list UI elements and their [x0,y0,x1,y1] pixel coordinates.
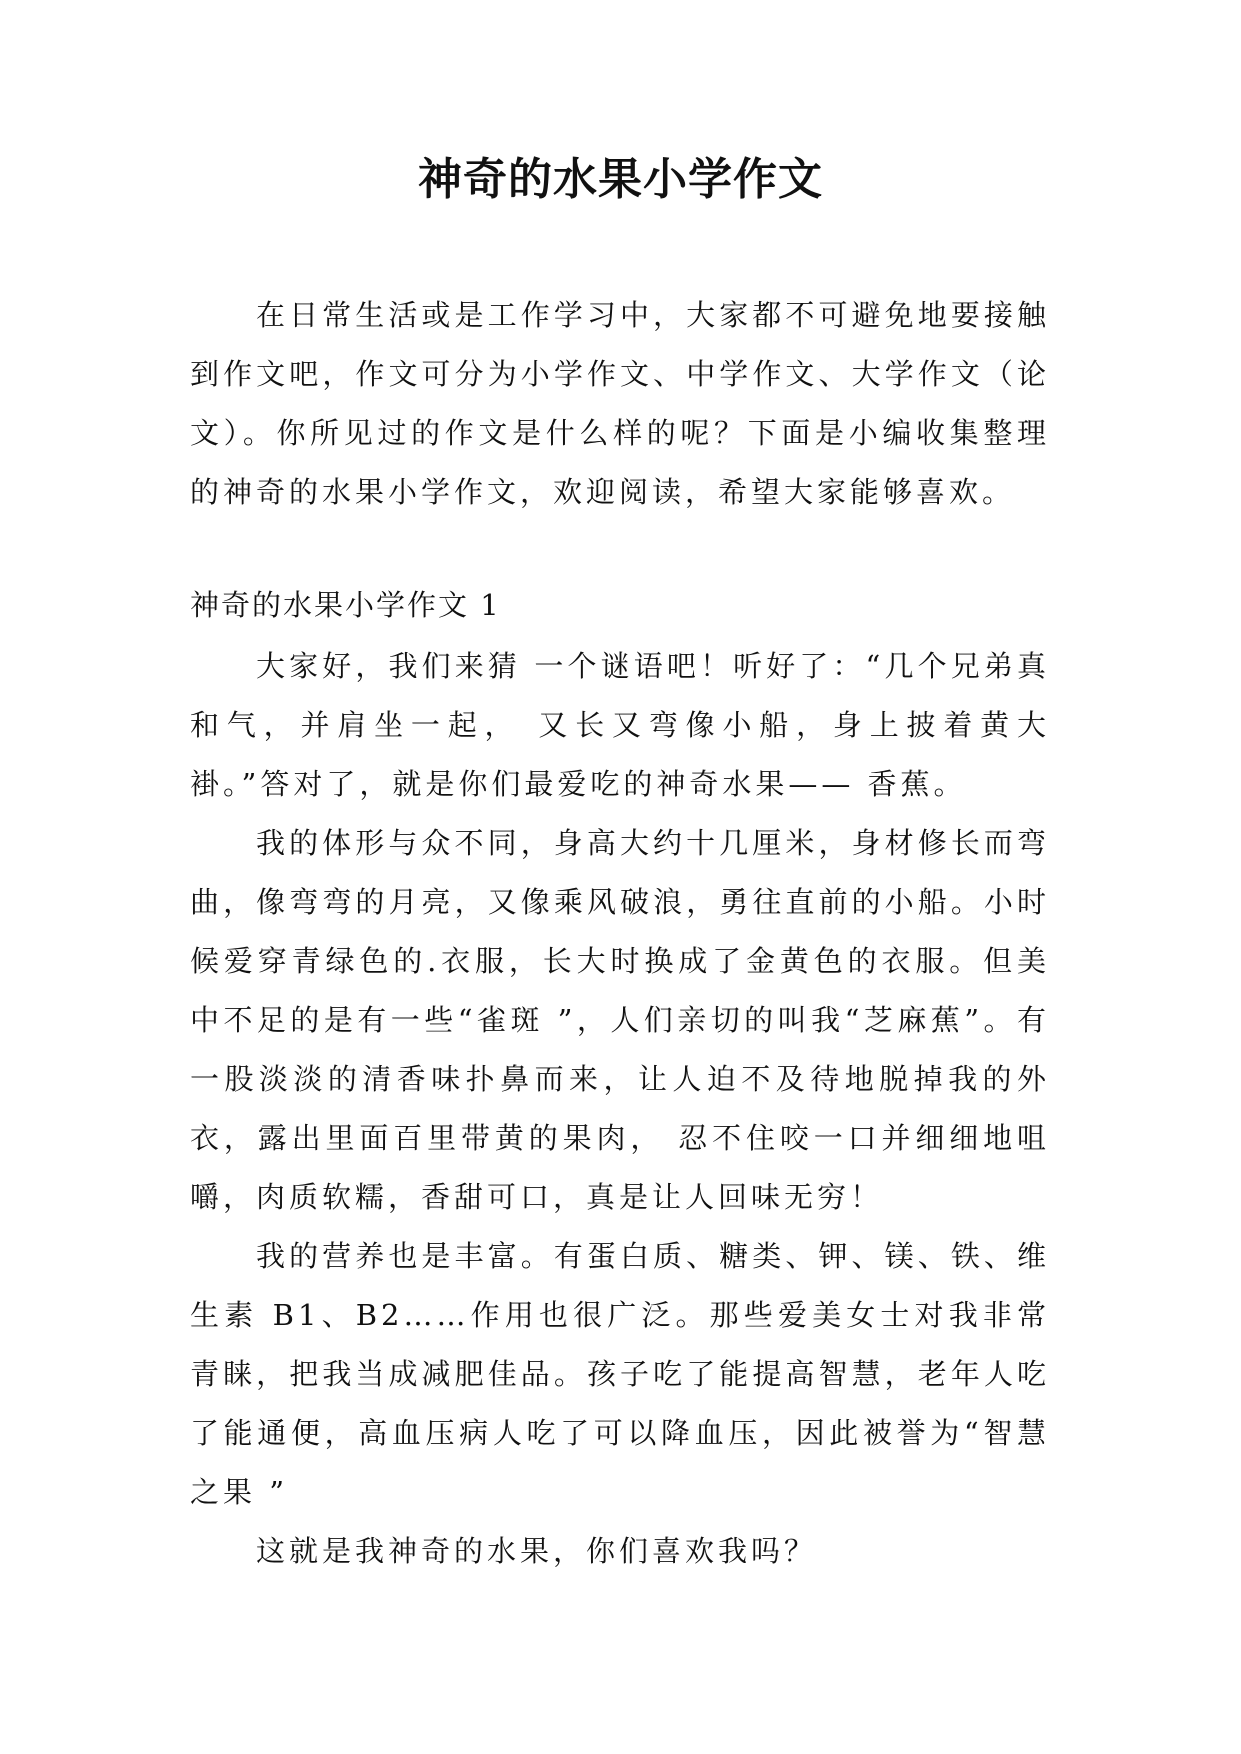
document-title: 神奇的水果小学作文 [418,154,823,205]
section-heading: 神奇的水果小学作文 1 [190,588,501,622]
essay-section [190,576,1050,1581]
paragraph-2: 我的体形与众不同，身高大约十几厘米，身材修长而弯曲，像弯弯的月亮，又像乘风破浪，勇往直前的小船。小时候爱穿青绿色的.衣服，长大时换成了金黄色的衣服。但美中不足的是有一些“雀斑 ”，人们亲切的叫我“芝麻蕉”。有一股淡淡的清香味扑鼻而来，让人迫不及待地脱掉我的外衣，露出里面百里带黄的果肉， 忍不住咬一口并细细地咀嚼，肉质软糯，香甜可口，真是让人回味无穷！ [190,826,1050,1214]
intro-block [190,286,1050,522]
paragraph-4: 这就是我神奇的水果，你们喜欢我吗？ [256,1534,818,1568]
intro-paragraph: 在日常生活或是工作学习中，大家都不可避免地要接触到作文吧，作文可分为小学作文、中学作文、大学作文（论文）。你所见过的作文是什么样的呢？下面是小编收集整理的神奇的水果小学作文，欢迎阅读，希望大家能够喜欢。 [190,298,1050,509]
paragraph-1: 大家好，我们来猜 一个谜语吧！听好了：“几个兄弟真和气，并肩坐一起， 又长又弯像小船，身上披着黄大褂。”答对了，就是你们最爱吃的神奇水果—— 香蕉。 [190,649,1050,801]
paragraph-3: 我的营养也是丰富。有蛋白质、糖类、钾、镁、铁、维生素 B1、B2……作用也很广泛。那些爱美女士对我非常青睐，把我当成减肥佳品。孩子吃了能提高智慧，老年人吃了能通便，高血压病人吃了可以降血压，因此被誉为“智慧之果 ” [190,1239,1050,1509]
